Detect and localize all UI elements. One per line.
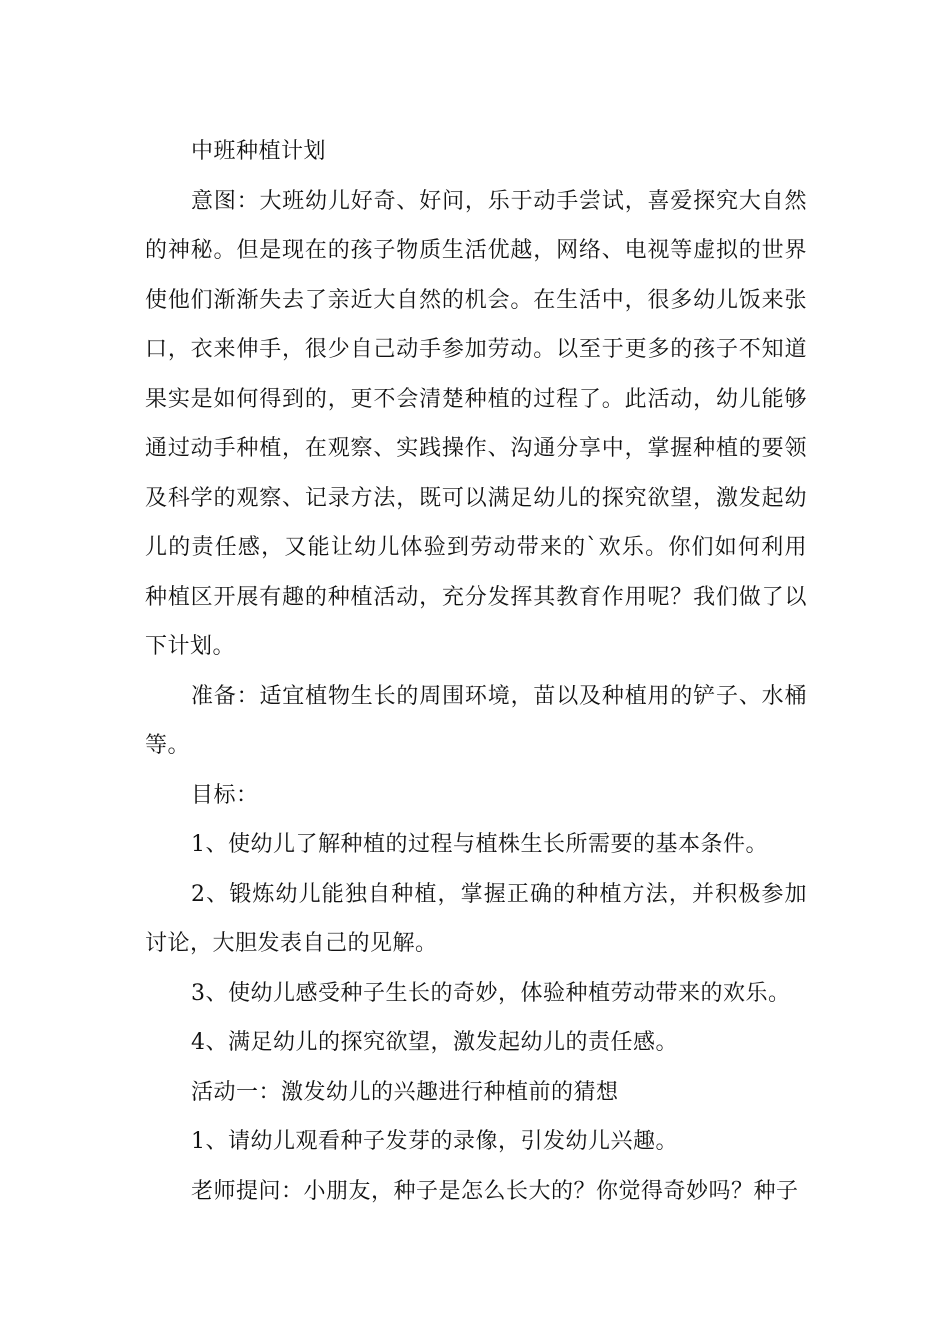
paragraph-activity-1-step-1: 1、请幼儿观看种子发芽的录像，引发幼儿兴趣。 (191, 1129, 678, 1154)
paragraph-goal-2: 2、锻炼幼儿能独自种植，掌握正确的种植方法，并积极参加讨论，大胆发表自己的见解。 (145, 881, 807, 956)
document-body (145, 127, 807, 1216)
paragraph-goals-heading: 目标： (191, 782, 259, 808)
paragraph-preparation: 准备：适宜植物生长的周围环境，苗以及种植用的铲子、水桶等。 (145, 683, 807, 758)
paragraph-teacher-question: 老师提问：小朋友，种子是怎么长大的？你觉得奇妙吗？种子 (191, 1178, 799, 1204)
paragraph-intent: 意图：大班幼儿好奇、好问，乐于动手尝试，喜爱探究大自然的神秘。但是现在的孩子物质生活优越，网络、电视等虚拟的世界使他们渐渐失去了亲近大自然的机会。在生活中，很多幼儿饭来张口，衣来伸手，很少自己动手参加劳动。以至于更多的孩子不知道果实是如何得到的，更不会清楚种植的过程了。此活动，幼儿能够通过动手种植，在观察、实践操作、沟通分享中，掌握种植的要领及科学的观察、记录方法，既可以满足幼儿的探究欲望，激发起幼儿的责任感，又能让幼儿体验到劳动带来的`欢乐。你们如何利用种植区开展有趣的种植活动，充分发挥其教育作用呢？我们做了以下计划。 (145, 188, 807, 659)
paragraph-goal-1: 1、使幼儿了解种植的过程与植株生长所需要的基本条件。 (191, 832, 768, 857)
document-title: 中班种植计划 (191, 139, 327, 164)
paragraph-activity-1-heading: 活动一：激发幼儿的兴趣进行种植前的猜想 (191, 1079, 619, 1105)
paragraph-goal-4: 4、满足幼儿的探究欲望，激发起幼儿的责任感。 (191, 1030, 678, 1055)
paragraph-goal-3: 3、使幼儿感受种子生长的奇妙，体验种植劳动带来的欢乐。 (191, 980, 791, 1006)
